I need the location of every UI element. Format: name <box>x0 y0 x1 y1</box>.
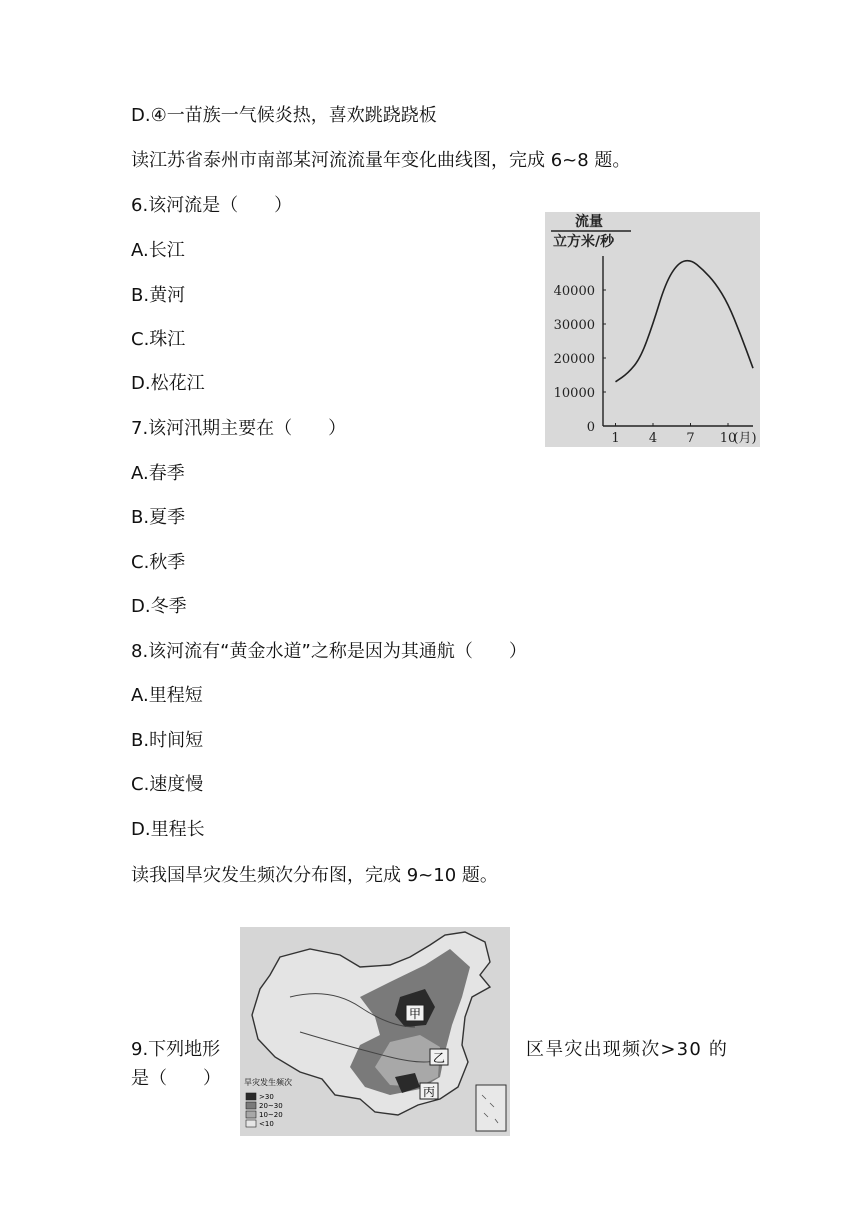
x-tick-label: 1 <box>611 431 620 446</box>
intro-q6-8: 读江苏省泰州市南部某河流流量年变化曲线图，完成 6~8 题。 <box>131 150 631 171</box>
legend-label-2: 10~20 <box>259 1111 283 1119</box>
q8-option-d: D.里程长 <box>131 819 205 840</box>
question-9-part3: 是（ ） <box>131 1068 221 1089</box>
x-tick-label: 7 <box>686 431 695 446</box>
ylabel-top: 流量 <box>575 214 603 230</box>
q7-option-b: B.夏季 <box>131 507 186 528</box>
legend-swatch-1 <box>246 1102 256 1109</box>
legend-title: 旱灾发生频次 <box>244 1078 292 1087</box>
label-yi: 乙 <box>432 1051 446 1065</box>
legend-swatch-0 <box>246 1093 256 1100</box>
q7-option-a: A.春季 <box>131 463 185 484</box>
y-tick-label: 0 <box>586 420 595 435</box>
question-9-part1: 9.下列地形 <box>131 1039 221 1060</box>
x-tick-label: 4 <box>648 431 658 446</box>
question-9-part2: 区旱灾出现频次>30 的 <box>526 1039 729 1060</box>
legend-swatch-2 <box>246 1111 256 1118</box>
legend-label-3: <10 <box>259 1120 274 1128</box>
ylabel-bottom: 立方米/秒 <box>553 234 615 250</box>
y-tick-label: 40000 <box>553 284 595 299</box>
label-jia: 甲 <box>408 1007 422 1021</box>
drought-map-svg <box>240 927 510 1136</box>
q8-option-b: B.时间短 <box>131 730 204 751</box>
intro-q9-10: 读我国旱灾发生频次分布图，完成 9~10 题。 <box>131 865 498 886</box>
axes <box>603 256 753 426</box>
legend-label-1: 20~30 <box>259 1102 283 1110</box>
flow-series-line <box>616 261 754 382</box>
x-unit-label: (月) <box>733 431 757 446</box>
question-6: 6.该河流是（ ） <box>131 195 293 216</box>
q7-option-d: D.冬季 <box>131 596 187 617</box>
tick-labels <box>554 284 737 446</box>
q6-option-a: A.长江 <box>131 240 185 261</box>
flow-chart-svg <box>545 212 760 447</box>
question-8: 8.该河流有“黄金水道”之称是因为其通航（ ） <box>131 641 527 662</box>
q6-option-d: D.松花江 <box>131 373 205 394</box>
drought-map <box>240 927 510 1136</box>
south-china-sea-inset <box>476 1085 506 1131</box>
legend-label-0: >30 <box>259 1093 274 1101</box>
y-tick-label: 30000 <box>553 318 595 333</box>
river-flow-chart <box>545 212 760 447</box>
y-tick-label: 10000 <box>553 386 595 401</box>
option-d-q5: D.④一苗族一气候炎热，喜欢跳跷跷板 <box>131 105 437 126</box>
q6-option-b: B.黄河 <box>131 285 186 306</box>
question-7: 7.该河汛期主要在（ ） <box>131 418 347 439</box>
q8-option-c: C.速度慢 <box>131 774 204 795</box>
legend <box>246 1093 283 1128</box>
q6-option-c: C.珠江 <box>131 329 186 350</box>
label-bing: 丙 <box>422 1085 436 1099</box>
q8-option-a: A.里程短 <box>131 685 203 706</box>
q7-option-c: C.秋季 <box>131 552 186 573</box>
x-tick-label: 10 <box>719 431 737 446</box>
y-tick-label: 20000 <box>553 352 595 367</box>
legend-swatch-3 <box>246 1120 256 1127</box>
